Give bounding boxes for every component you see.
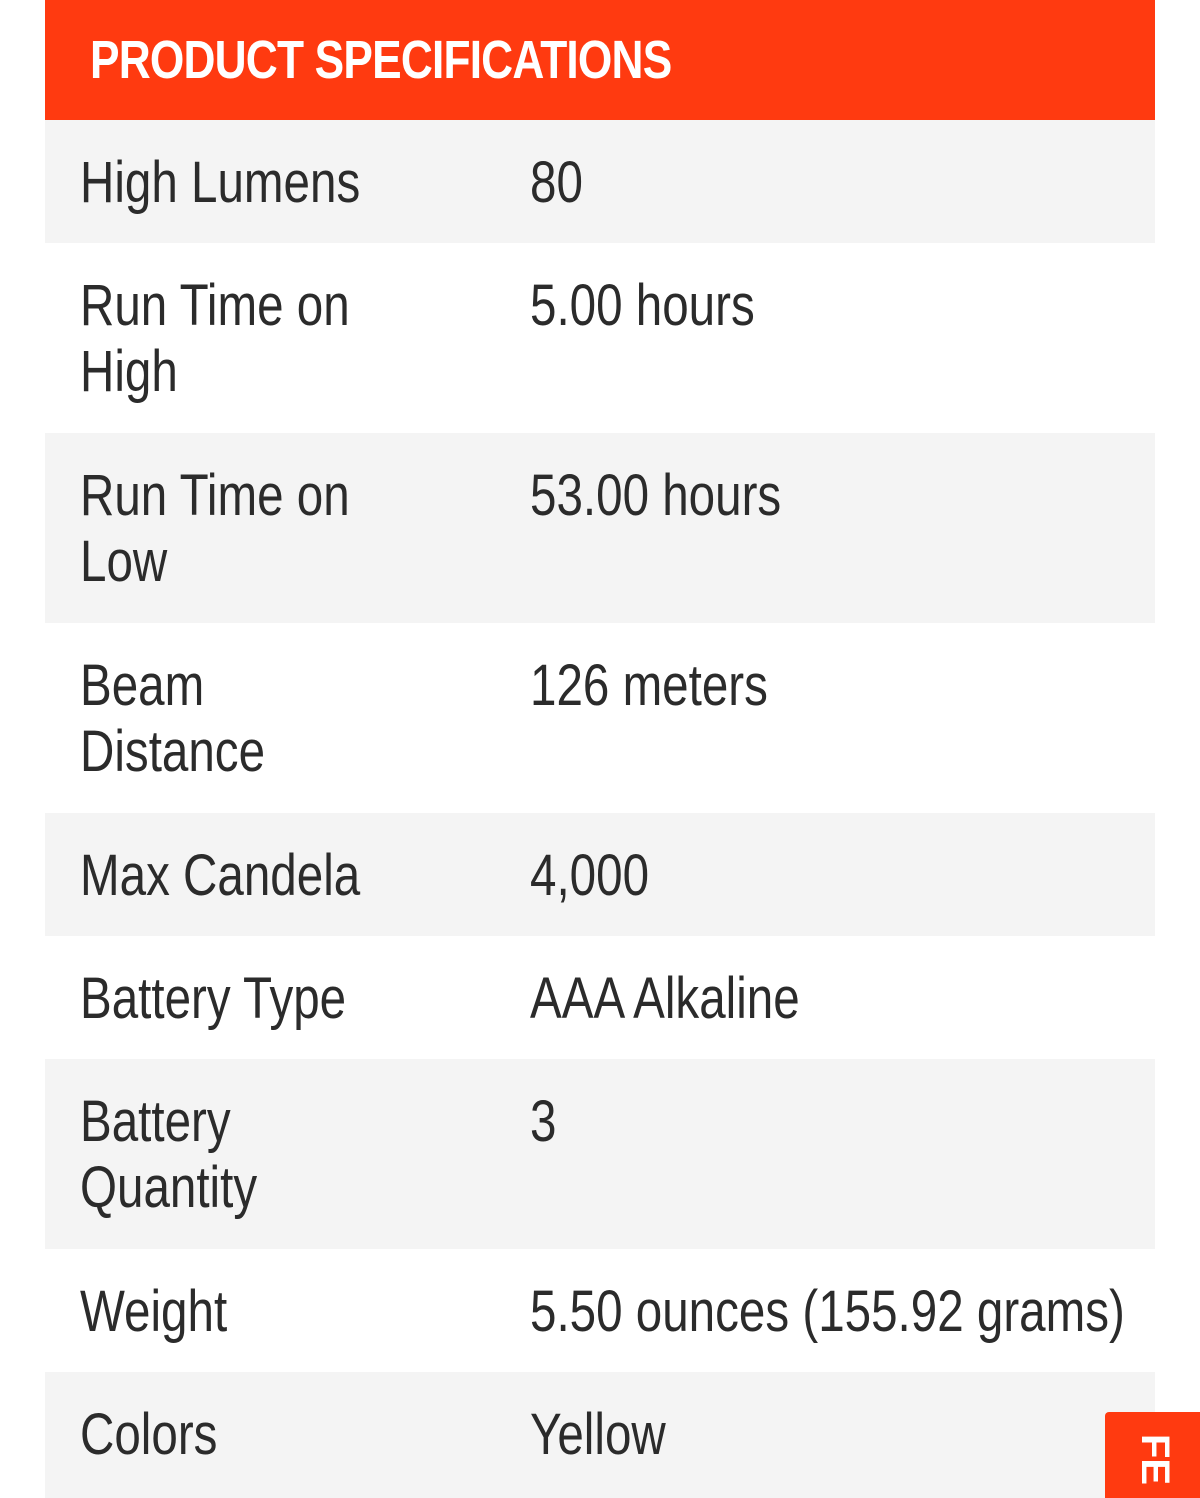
spec-label: Run Time on High (80, 273, 350, 404)
spec-row-battery-quantity (45, 1059, 1155, 1249)
spec-row-colors (45, 1372, 1155, 1498)
spec-label: Colors (80, 1402, 218, 1467)
spec-value: 126 meters (530, 653, 768, 718)
spec-label: Beam Distance (80, 653, 266, 784)
spec-row-battery-type (45, 936, 1155, 1059)
spec-value: 53.00 hours (530, 463, 782, 528)
spec-label: Battery Quantity (80, 1089, 258, 1220)
spec-value: 5.50 ounces (155.92 grams) (530, 1279, 1125, 1344)
spec-value: 3 (530, 1089, 557, 1154)
spec-value: 80 (530, 150, 583, 215)
spec-row-beam-distance (45, 623, 1155, 813)
product-specifications-table (45, 0, 1155, 1498)
spec-row-run-time-low (45, 433, 1155, 623)
spec-row-weight (45, 1249, 1155, 1372)
spec-label: High Lumens (80, 150, 361, 215)
specifications-title: PRODUCT SPECIFICATIONS (90, 30, 672, 90)
spec-label: Max Candela (80, 843, 361, 908)
spec-value: Yellow (530, 1402, 666, 1467)
spec-value: AAA Alkaline (530, 966, 800, 1031)
spec-label: Weight (80, 1279, 228, 1344)
specifications-header (45, 0, 1155, 120)
spec-value: 5.00 hours (530, 273, 755, 338)
feedback-tab-label: FE (1133, 1434, 1177, 1486)
spec-row-high-lumens (45, 120, 1155, 243)
spec-row-max-candela (45, 813, 1155, 936)
spec-label: Battery Type (80, 966, 347, 1031)
spec-label: Run Time on Low (80, 463, 350, 594)
spec-value: 4,000 (530, 843, 650, 908)
feedback-tab-button[interactable] (1105, 1412, 1200, 1498)
spec-row-run-time-high (45, 243, 1155, 433)
